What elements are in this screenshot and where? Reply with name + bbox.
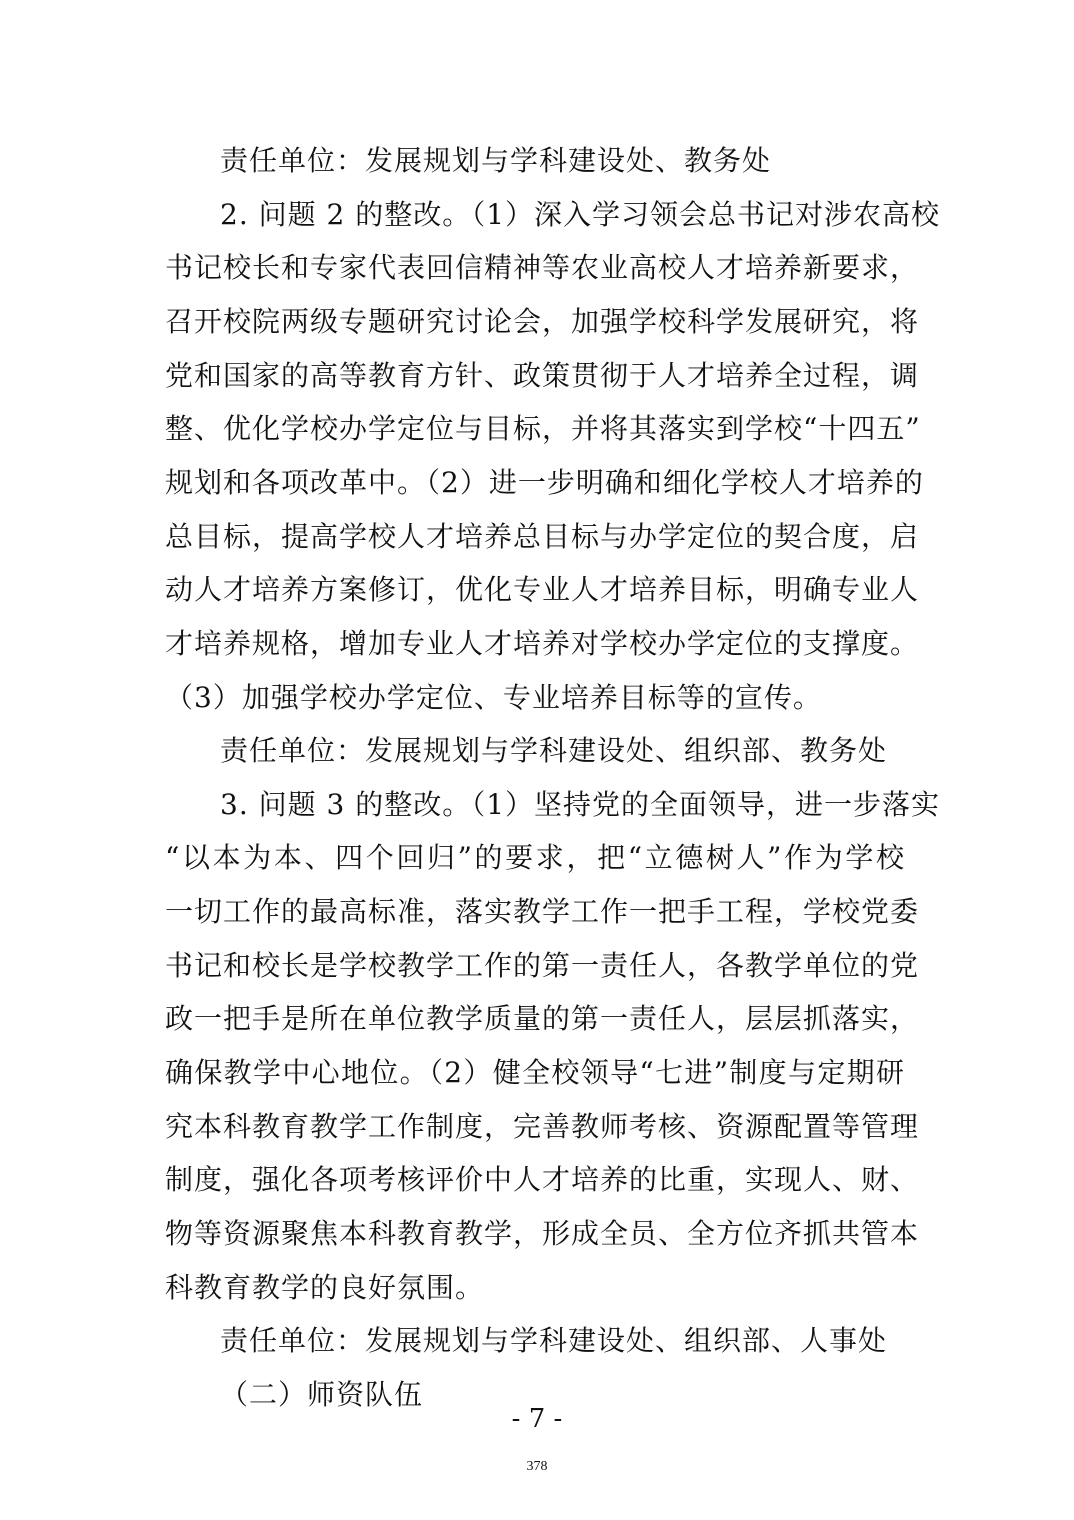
paragraph-line: 整、优化学校办学定位与目标，并将其落实到学校“十四五” <box>165 412 921 445</box>
paragraph-line: 究本科教育教学工作制度，完善教师考核、资源配置等管理 <box>165 1110 920 1143</box>
paragraph-line: 才培养规格，增加专业人才培养对学校办学定位的支撑度。 <box>165 627 920 660</box>
paragraph-line: 一切工作的最高标准，落实教学工作一把手工程，学校党委 <box>165 895 920 928</box>
paragraph-line: 3. 问题 3 的整改。（1）坚持党的全面领导，进一步落实 <box>220 788 941 821</box>
paragraph-line: 总目标，提高学校人才培养总目标与办学定位的契合度，启 <box>165 520 920 553</box>
responsible-unit-line: 责任单位：发展规划与学科建设处、组织部、人事处 <box>220 1324 888 1357</box>
paragraph-line: （3）加强学校办学定位、专业培养目标等的宣传。 <box>165 681 822 714</box>
paragraph-line: 动人才培养方案修订，优化专业人才培养目标，明确专业人 <box>165 573 920 606</box>
section-heading: （二）师资队伍 <box>220 1378 424 1411</box>
responsible-unit-line: 责任单位：发展规划与学科建设处、组织部、教务处 <box>220 734 888 767</box>
responsible-unit-line: 责任单位：发展规划与学科建设处、教务处 <box>220 144 772 177</box>
paragraph-line: “以本为本、四个回归”的要求，把“立德树人”作为学校 <box>165 841 905 874</box>
paragraph-line: 科教育教学的良好氛围。 <box>165 1271 485 1304</box>
paragraph-line: 确保教学中心地位。（2）健全校领导“七进”制度与定期研 <box>165 1056 905 1089</box>
paragraph-line: 规划和各项改革中。（2）进一步明确和细化学校人才培养的 <box>165 466 924 499</box>
page-number: - 7 - <box>511 1404 563 1434</box>
paragraph-line: 书记和校长是学校教学工作的第一责任人，各教学单位的党 <box>165 949 920 982</box>
paragraph-line: 党和国家的高等教育方针、政策贯彻于人才培养全过程，调 <box>165 359 920 392</box>
paragraph-line: 2. 问题 2 的整改。（1）深入学习领会总书记对涉农高校 <box>220 198 941 231</box>
paragraph-line: 制度，强化各项考核评价中人才培养的比重，实现人、财、 <box>165 1163 920 1196</box>
archive-number: 378 <box>526 1459 548 1474</box>
paragraph-line: 召开校院两级专题研究讨论会，加强学校科学发展研究，将 <box>165 305 920 338</box>
paragraph-line: 政一把手是所在单位教学质量的第一责任人，层层抓落实， <box>165 1002 920 1035</box>
paragraph-line: 物等资源聚焦本科教育教学，形成全员、全方位齐抓共管本 <box>165 1217 920 1250</box>
paragraph-line: 书记校长和专家代表回信精神等农业高校人才培养新要求， <box>165 251 920 284</box>
